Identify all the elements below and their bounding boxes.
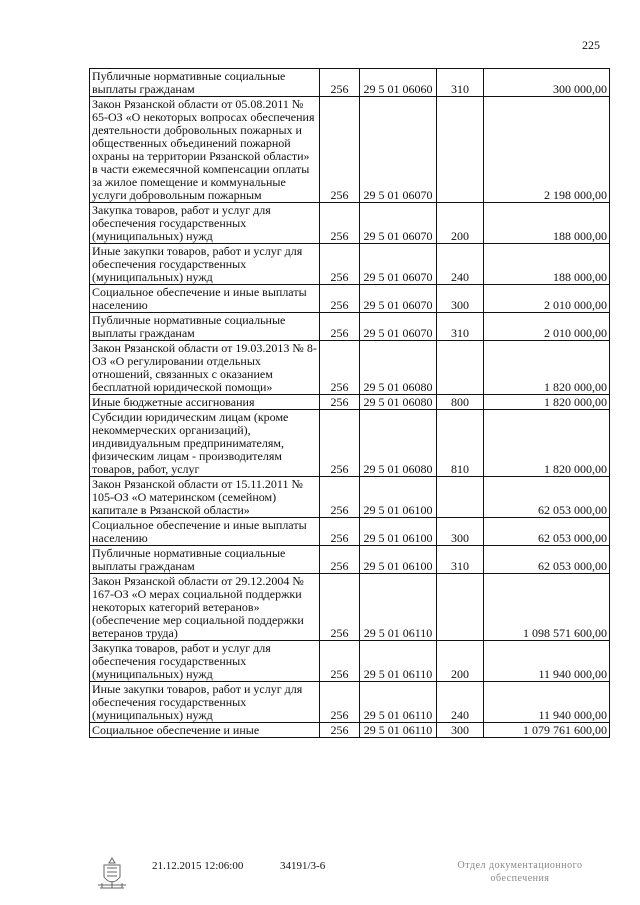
row-name-cell: Закон Рязанской области от 29.12.2004 № 167-ОЗ «О мерах социальной поддержки некоторых категорий ветеранов» (обеспечение мер социальной поддержки ветеранов труда) (90, 574, 320, 641)
row-sum-cell: 1 079 761 600,00 (484, 723, 610, 738)
budget-table (89, 68, 610, 738)
row-target-code-cell: 29 5 01 06080 (360, 410, 437, 477)
row-expense-type-cell: 800 (437, 395, 484, 410)
row-sum-cell: 300 000,00 (484, 69, 610, 97)
row-name-cell: Иные закупки товаров, работ и услуг для обеспечения государственных (муниципальных) нужд (90, 244, 320, 285)
row-admin-code-cell: 256 (320, 285, 360, 313)
row-target-code-cell: 29 5 01 06110 (360, 723, 437, 738)
budget-table-body (90, 69, 610, 738)
row-sum-cell: 11 940 000,00 (484, 641, 610, 682)
row-name-cell: Закон Рязанской области от 15.11.2011 № 105-ОЗ «О материнском (семейном) капитале в Рязанской области» (90, 477, 320, 518)
table-row (90, 395, 610, 410)
table-row (90, 313, 610, 341)
footer-document-number: 34191/3-6 (280, 860, 326, 872)
row-target-code-cell: 29 5 01 06110 (360, 641, 437, 682)
table-row (90, 203, 610, 244)
row-name-cell: Иные закупки товаров, работ и услуг для обеспечения государственных (муниципальных) нужд (90, 682, 320, 723)
table-row (90, 97, 610, 203)
row-admin-code-cell: 256 (320, 546, 360, 574)
page-footer (0, 855, 640, 895)
row-sum-cell: 188 000,00 (484, 203, 610, 244)
row-expense-type-cell (437, 97, 484, 203)
row-target-code-cell: 29 5 01 06100 (360, 546, 437, 574)
row-expense-type-cell: 300 (437, 518, 484, 546)
row-admin-code-cell: 256 (320, 395, 360, 410)
table-row (90, 682, 610, 723)
row-expense-type-cell: 300 (437, 285, 484, 313)
table-row (90, 285, 610, 313)
row-admin-code-cell: 256 (320, 477, 360, 518)
table-row (90, 477, 610, 518)
row-sum-cell: 62 053 000,00 (484, 546, 610, 574)
table-row (90, 574, 610, 641)
row-name-cell: Публичные нормативные социальные выплаты гражданам (90, 546, 320, 574)
row-admin-code-cell: 256 (320, 97, 360, 203)
row-admin-code-cell: 256 (320, 410, 360, 477)
row-name-cell: Закупка товаров, работ и услуг для обеспечения государственных (муниципальных) нужд (90, 641, 320, 682)
row-sum-cell: 62 053 000,00 (484, 477, 610, 518)
row-sum-cell: 2 198 000,00 (484, 97, 610, 203)
row-sum-cell: 11 940 000,00 (484, 682, 610, 723)
row-target-code-cell: 29 5 01 06100 (360, 477, 437, 518)
row-expense-type-cell: 310 (437, 313, 484, 341)
row-expense-type-cell: 200 (437, 203, 484, 244)
row-name-cell: Социальное обеспечение и иные выплаты населению (90, 518, 320, 546)
row-expense-type-cell: 310 (437, 69, 484, 97)
row-expense-type-cell: 240 (437, 244, 484, 285)
row-name-cell: Публичные нормативные социальные выплаты гражданам (90, 313, 320, 341)
row-admin-code-cell: 256 (320, 574, 360, 641)
row-expense-type-cell (437, 574, 484, 641)
row-expense-type-cell: 240 (437, 682, 484, 723)
row-admin-code-cell: 256 (320, 203, 360, 244)
row-target-code-cell: 29 5 01 06070 (360, 97, 437, 203)
table-row (90, 410, 610, 477)
row-target-code-cell: 29 5 01 06100 (360, 518, 437, 546)
footer-datetime: 21.12.2015 12:06:00 (152, 860, 244, 872)
row-name-cell: Субсидии юридическим лицам (кроме некоммерческих организаций), индивидуальным предпринимателям, физическим лицам - производителям товаров, работ, услуг (90, 410, 320, 477)
row-target-code-cell: 29 5 01 06080 (360, 341, 437, 395)
row-name-cell: Социальное обеспечение и иные выплаты населению (90, 285, 320, 313)
row-target-code-cell: 29 5 01 06070 (360, 203, 437, 244)
row-expense-type-cell: 300 (437, 723, 484, 738)
row-target-code-cell: 29 5 01 06110 (360, 682, 437, 723)
row-expense-type-cell: 310 (437, 546, 484, 574)
footer-department-stamp: Отдел документационного обеспечения (457, 860, 583, 884)
row-sum-cell: 1 820 000,00 (484, 395, 610, 410)
row-sum-cell: 2 010 000,00 (484, 285, 610, 313)
row-admin-code-cell: 256 (320, 341, 360, 395)
row-target-code-cell: 29 5 01 06060 (360, 69, 437, 97)
row-name-cell: Закон Рязанской области от 05.08.2011 № 65-ОЗ «О некоторых вопросах обеспечения деятельности добровольных пожарных и общественных объединений пожарной охраны на территории Рязанской области» в части ежемесячной компенсации оплаты за жилое помещение и коммунальные услуги добровольным пожарным (90, 97, 320, 203)
row-expense-type-cell (437, 477, 484, 518)
row-target-code-cell: 29 5 01 06070 (360, 285, 437, 313)
row-name-cell: Закон Рязанской области от 19.03.2013 № 8-ОЗ «О регулировании отдельных отношений, связанных с оказанием бесплатной юридической помощи» (90, 341, 320, 395)
row-sum-cell: 1 820 000,00 (484, 341, 610, 395)
table-row (90, 518, 610, 546)
row-admin-code-cell: 256 (320, 518, 360, 546)
row-name-cell: Социальное обеспечение и иные (90, 723, 320, 738)
table-row (90, 69, 610, 97)
row-expense-type-cell: 810 (437, 410, 484, 477)
row-sum-cell: 62 053 000,00 (484, 518, 610, 546)
table-row (90, 723, 610, 738)
row-sum-cell: 1 820 000,00 (484, 410, 610, 477)
row-admin-code-cell: 256 (320, 682, 360, 723)
row-name-cell: Иные бюджетные ассигнования (90, 395, 320, 410)
page-number: 225 (582, 38, 600, 52)
row-target-code-cell: 29 5 01 06070 (360, 244, 437, 285)
row-expense-type-cell: 200 (437, 641, 484, 682)
row-target-code-cell: 29 5 01 06110 (360, 574, 437, 641)
row-admin-code-cell: 256 (320, 244, 360, 285)
table-row (90, 244, 610, 285)
row-admin-code-cell: 256 (320, 69, 360, 97)
table-row (90, 341, 610, 395)
row-admin-code-cell: 256 (320, 641, 360, 682)
table-row (90, 641, 610, 682)
row-sum-cell: 2 010 000,00 (484, 313, 610, 341)
row-name-cell: Закупка товаров, работ и услуг для обеспечения государственных (муниципальных) нужд (90, 203, 320, 244)
row-target-code-cell: 29 5 01 06080 (360, 395, 437, 410)
row-expense-type-cell (437, 341, 484, 395)
row-name-cell: Публичные нормативные социальные выплаты гражданам (90, 69, 320, 97)
row-admin-code-cell: 256 (320, 723, 360, 738)
row-admin-code-cell: 256 (320, 313, 360, 341)
row-sum-cell: 188 000,00 (484, 244, 610, 285)
table-row (90, 546, 610, 574)
coat-of-arms-icon (94, 855, 130, 891)
row-sum-cell: 1 098 571 600,00 (484, 574, 610, 641)
row-target-code-cell: 29 5 01 06070 (360, 313, 437, 341)
